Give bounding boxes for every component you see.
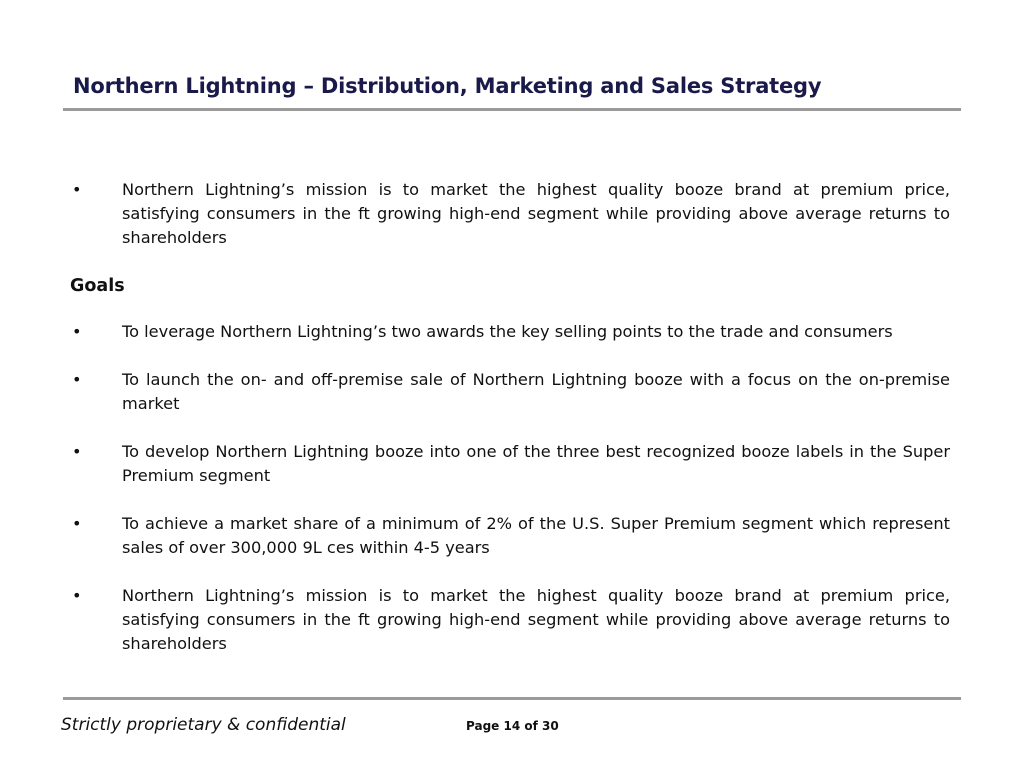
goal-text: To develop Northern Lightning booze into one of the three best recognized booze labels in the Super Premium segment [122,442,950,485]
page-number: Page 14 of 30 [466,719,559,733]
goal-text: To launch the on- and off-premise sale of Northern Lightning booze with a focus on the on-premise market [122,370,950,413]
goal-text: To achieve a market share of a minimum of 2% of the U.S. Super Premium segment which represent sales of over 300,000 9L ces within 4-5 years [122,514,950,557]
goals-heading: Goals [70,276,125,296]
goal-item [70,320,950,344]
page-title: Northern Lightning – Distribution, Marketing and Sales Strategy [73,74,822,98]
mission-text: Northern Lightning’s mission is to market the highest quality booze brand at premium price, satisfying consumers in the ft growing high-end segment while providing above average returns to shareholders [122,180,950,247]
confidentiality-notice: Strictly proprietary & confidential [61,715,346,735]
bullet-icon: • [72,514,82,533]
footer-divider [63,697,961,700]
bullet-icon: • [72,322,82,341]
goal-item [70,512,950,560]
bullet-icon: • [72,180,82,199]
slide-body [70,178,950,656]
bullet-icon: • [72,370,82,389]
goal-item [70,440,950,488]
goal-text: To leverage Northern Lightning’s two awards the key selling points to the trade and consumers [122,322,893,341]
bullet-icon: • [72,442,82,461]
goal-text: Northern Lightning’s mission is to market the highest quality booze brand at premium price, satisfying consumers in the ft growing high-end segment while providing above average returns to shareholders [122,586,950,653]
goal-item [70,584,950,656]
mission-bullet [70,178,950,250]
bullet-icon: • [72,586,82,605]
goal-item [70,368,950,416]
title-divider [63,108,961,111]
